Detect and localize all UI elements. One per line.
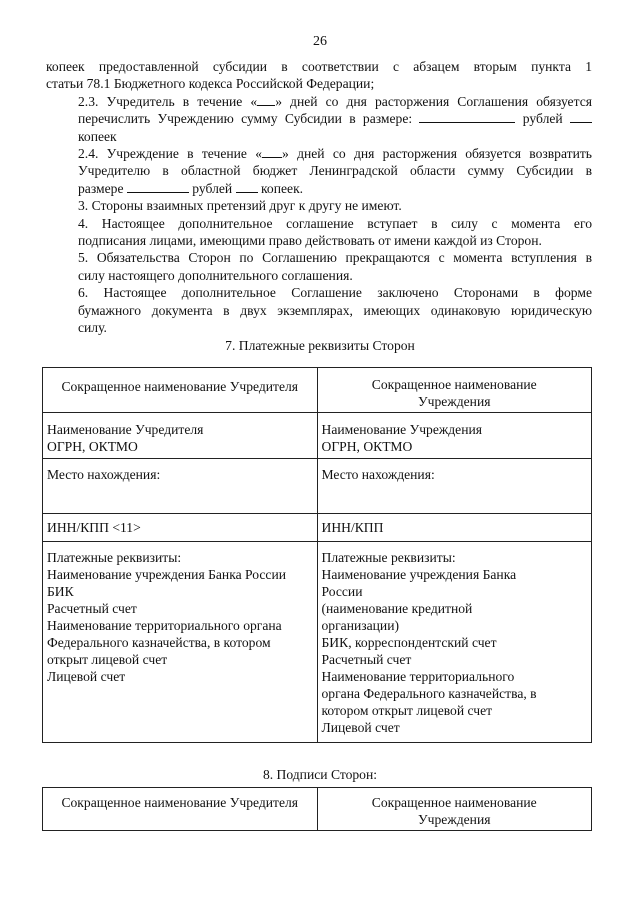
table-row bbox=[43, 542, 592, 743]
founder-signature-header bbox=[43, 788, 318, 831]
institution-payment-details-cell bbox=[317, 542, 592, 743]
cell-text: Наименование территориального органа bbox=[47, 618, 282, 633]
text-line: Учредителю в областной бюджет Ленинградской области сумму Субсидии в bbox=[78, 163, 592, 179]
cell-text: ИНН/КПП bbox=[321, 520, 384, 535]
text-line: подписания лицами, имеющими право действовать от имени каждой из Сторон. bbox=[78, 233, 542, 249]
blank-days-field bbox=[262, 145, 282, 158]
text-line: силу настоящего дополнительного соглашения. bbox=[78, 267, 353, 283]
cell-text: Учреждения bbox=[418, 394, 491, 409]
founder-short-name-header bbox=[43, 368, 318, 413]
cell-text: ИНН/КПП <11> bbox=[47, 520, 141, 535]
institution-payment-lines bbox=[322, 544, 588, 736]
cell-text: БИК, корреспондентский счет bbox=[321, 635, 497, 650]
cell-text: БИК bbox=[47, 584, 74, 599]
cell-text: Наименование учреждения Банка bbox=[321, 567, 517, 582]
text-line: копеек предоставленной субсидии в соответствии с абзацем вторым пункта 1 bbox=[46, 59, 592, 74]
table-row bbox=[43, 788, 592, 831]
cell-text: Наименование территориального bbox=[321, 669, 515, 684]
text-line: силу. bbox=[78, 320, 107, 336]
cell-text: Учреждения bbox=[418, 812, 491, 827]
cell-text: ОГРН, ОКТМО bbox=[321, 439, 413, 454]
institution-inn-cell bbox=[317, 514, 592, 542]
institution-location-cell bbox=[317, 459, 592, 514]
signatures-table bbox=[42, 787, 592, 831]
founder-payment-lines bbox=[47, 544, 313, 685]
cell-text: ОГРН, ОКТМО bbox=[47, 439, 138, 454]
text-fragment: 2.4. Учреждение в течение « bbox=[78, 146, 263, 162]
cell-text: Наименование Учредителя bbox=[47, 422, 204, 437]
table-row bbox=[43, 459, 592, 514]
cell-text: Расчетный счет bbox=[321, 652, 412, 667]
document-body bbox=[46, 58, 592, 337]
paragraph-2-3 bbox=[46, 93, 592, 145]
section-7-heading: 7. Платежные реквизиты Сторон bbox=[225, 338, 415, 353]
founder-location-cell bbox=[43, 459, 318, 514]
text-fragment: » дней со дня расторжения обязуется возвратить bbox=[282, 146, 592, 162]
cell-text: Сокращенное наименование bbox=[371, 795, 537, 810]
paragraph-3 bbox=[46, 197, 592, 214]
blank-kopecks-field bbox=[570, 110, 592, 123]
payment-details-table bbox=[42, 367, 592, 743]
page-number: 26 bbox=[313, 34, 327, 49]
text-line: 4. Настоящее дополнительное соглашение вступает в силу с момента его bbox=[78, 215, 592, 231]
text-fragment: рублей bbox=[192, 180, 233, 196]
cell-text: Место нахождения: bbox=[321, 467, 435, 482]
text-fragment: копеек. bbox=[261, 180, 304, 196]
founder-inn-cell bbox=[43, 514, 318, 542]
founder-name-cell bbox=[43, 413, 318, 459]
text-line: бумажного документа в двух экземплярах, имеющих одинаковую юридическую bbox=[78, 302, 592, 318]
cell-text: Сокращенное наименование Учредителя bbox=[61, 795, 299, 810]
text-fragment: рублей bbox=[522, 111, 563, 127]
cell-text: России bbox=[321, 584, 363, 599]
cell-text: Сокращенное наименование bbox=[371, 377, 537, 392]
cell-text: Лицевой счет bbox=[321, 720, 400, 735]
cell-text: Наименование учреждения Банка России bbox=[47, 567, 287, 582]
table-row bbox=[43, 413, 592, 459]
paragraph-4 bbox=[46, 215, 592, 250]
blank-kopecks-field bbox=[236, 180, 258, 193]
cell-text: (наименование кредитной bbox=[321, 601, 473, 616]
paragraph-subsidy-continuation bbox=[46, 58, 592, 93]
cell-text: Место нахождения: bbox=[47, 467, 161, 482]
paragraph-5 bbox=[46, 249, 592, 284]
text-line: копеек bbox=[78, 128, 117, 144]
section-8-heading: 8. Подписи Сторон: bbox=[262, 767, 378, 782]
blank-days-field bbox=[257, 93, 275, 106]
text-line: 5. Обязательства Сторон по Соглашению прекращаются с момента вступления в bbox=[78, 250, 592, 266]
cell-text: Сокращенное наименование Учредителя bbox=[61, 379, 299, 394]
text-fragment: 2.3. Учредитель в течение « bbox=[78, 93, 258, 109]
cell-text: Федерального казначейства, в котором bbox=[47, 635, 271, 650]
cell-text: котором открыт лицевой счет bbox=[321, 703, 493, 718]
founder-payment-details-cell bbox=[43, 542, 318, 743]
table-row bbox=[43, 368, 592, 413]
paragraph-2-4 bbox=[46, 145, 592, 197]
institution-name-cell bbox=[317, 413, 592, 459]
cell-text: Расчетный счет bbox=[47, 601, 137, 616]
cell-text: Платежные реквизиты: bbox=[47, 550, 182, 565]
text-fragment: размере bbox=[78, 180, 124, 196]
paragraph-6 bbox=[46, 284, 592, 336]
text-line: 6. Настоящее дополнительное Соглашение заключено Сторонами в форме bbox=[78, 285, 592, 301]
cell-text: Платежные реквизиты: bbox=[321, 550, 456, 565]
blank-amount-field bbox=[419, 110, 515, 123]
cell-text: Лицевой счет bbox=[47, 669, 126, 684]
institution-signature-header bbox=[317, 788, 592, 831]
text-fragment: » дней со дня расторжения Соглашения обязуется bbox=[275, 93, 592, 109]
cell-text: организации) bbox=[321, 618, 400, 633]
text-line: статьи 78.1 Бюджетного кодекса Российской Федерации; bbox=[46, 76, 375, 92]
text-fragment: перечислить Учреждению сумму Субсидии в размере: bbox=[78, 111, 413, 127]
cell-text: открыт лицевой счет bbox=[47, 652, 168, 667]
cell-text: органа Федерального казначейства, в bbox=[321, 686, 537, 701]
cell-text: Наименование Учреждения bbox=[321, 422, 483, 437]
table-row bbox=[43, 514, 592, 542]
blank-amount-field bbox=[127, 180, 189, 193]
text-line: 3. Стороны взаимных претензий друг к другу не имеют. bbox=[78, 198, 402, 214]
institution-short-name-header bbox=[317, 368, 592, 413]
